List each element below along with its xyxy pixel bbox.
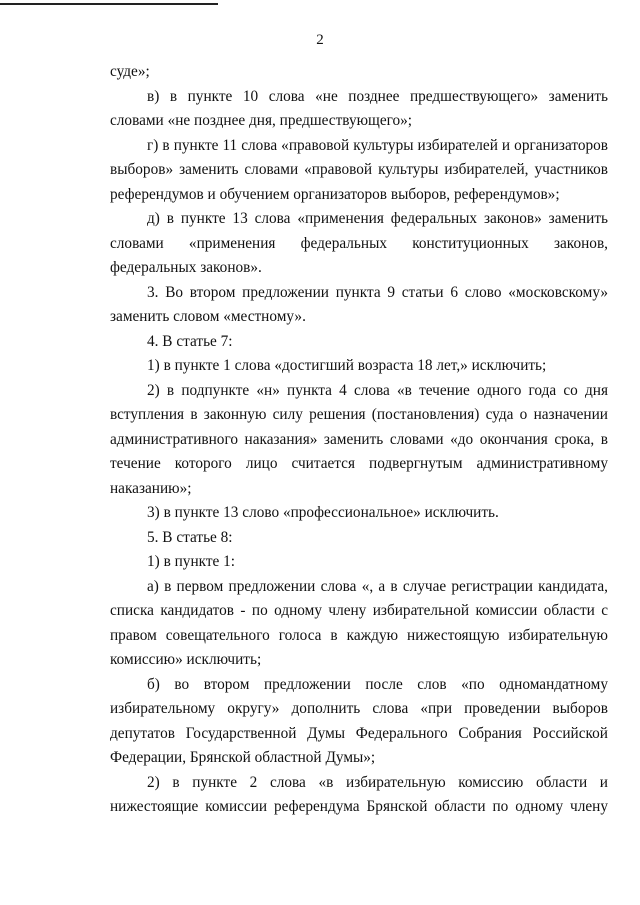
paragraph: 1) в пункте 1: (147, 553, 236, 570)
paragraph: 1) в пункте 1 слова «достигший возраста 18 лет,» исключить; (147, 357, 547, 374)
paragraph: б) во втором предложении после слов «по одномандатному избирательному округу» дополнить слова «при проведении выборов депутатов Государственной Думы Федерального Собрания Российской Федерации, Брянской областной Думы»; (110, 675, 608, 766)
paragraph: 3. Во втором предложении пункта 9 статьи 6 слово «московскому» заменить словом «местному». (110, 283, 608, 325)
paragraph: д) в пункте 13 слова «применения федеральных законов» заменить словами «применения федеральных конституционных законов, федеральных законов». (110, 210, 608, 276)
paragraph: 2) в пункте 2 слова «в избирательную комиссию области и нижестоящие комиссии референдума Брянской области по одному члену (110, 773, 608, 815)
paragraph: 5. В статье 8: (147, 528, 233, 546)
paragraph: в) в пункте 10 слова «не позднее предшествующего» заменить словами «не позднее дня, предшествующего»; (110, 87, 608, 129)
page-number: 2 (316, 32, 324, 48)
paragraph: 2) в подпункте «н» пункта 4 слова «в течение одного года со дня вступления в законную силу решения (постановления) суда о назначении административного наказания» заменить словами «до окончания срока, в течение которого лицо считается подвергнутым административному наказанию»; (110, 381, 608, 497)
document-body (110, 60, 608, 820)
paragraph: 4. В статье 7: (147, 332, 233, 350)
paragraph: 3) в пункте 13 слово «профессиональное» исключить. (147, 504, 499, 521)
paragraph: г) в пункте 11 слова «правовой культуры избирателей и организаторов выборов» заменить словами «правовой культуры избирателей, участников референдумов и обучением организаторов выборов, референдумов»; (110, 136, 608, 203)
paragraph: суде»; (110, 63, 150, 80)
top-rule (0, 3, 218, 5)
paragraph: а) в первом предложении слова «, а в случае регистрации кандидата, списка кандидатов - по одному члену избирательной комиссии области с правом совещательного голоса в каждую нижестоящую избирательную комиссию» исключить; (110, 577, 608, 668)
